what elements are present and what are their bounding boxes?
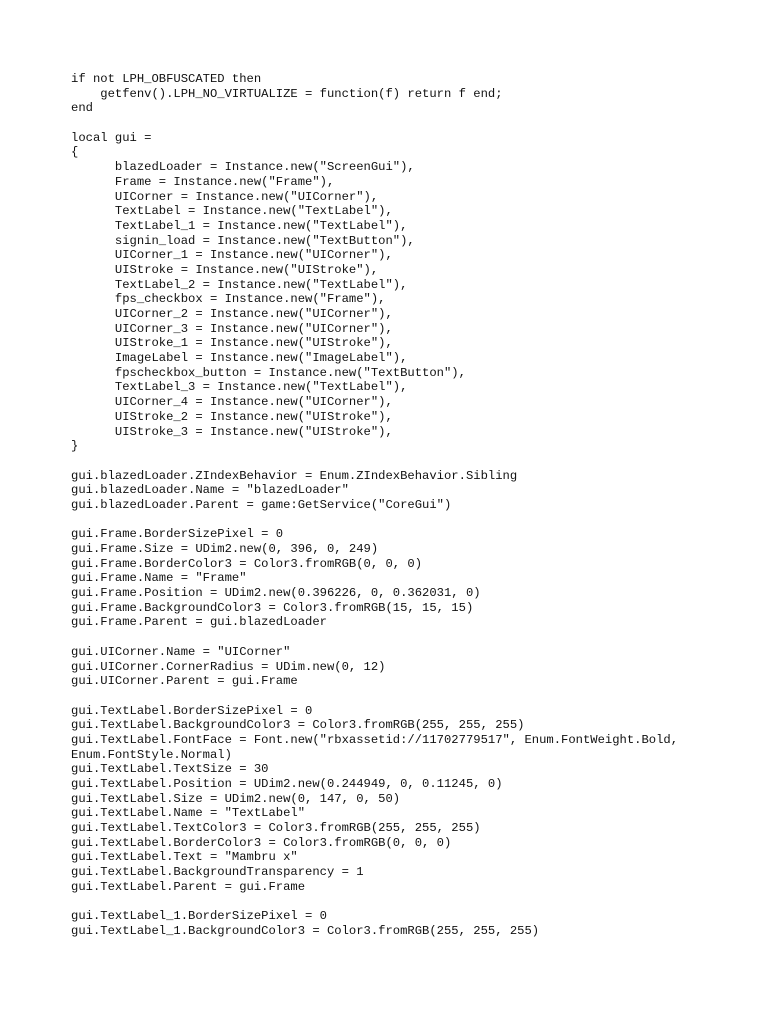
code-line: UIStroke_2 = Instance.new("UIStroke"), (71, 409, 393, 424)
code-line: gui.TextLabel_1.BorderSizePixel = 0 (71, 909, 327, 924)
code-line: gui.Frame.BackgroundColor3 = Color3.fromRGB(15, 15, 15) (71, 600, 474, 615)
code-line: UICorner_4 = Instance.new("UICorner"), (71, 395, 393, 410)
code-line: TextLabel = Instance.new("TextLabel"), (71, 204, 393, 219)
code-line: UIStroke = Instance.new("UIStroke"), (71, 262, 379, 277)
code-line: } (71, 439, 79, 454)
code-line: UICorner_3 = Instance.new("UICorner"), (71, 321, 393, 336)
code-line (71, 630, 751, 645)
code-line: TextLabel_2 = Instance.new("TextLabel"), (71, 277, 408, 292)
code-line: gui.TextLabel.Text = "Mambru x" (71, 850, 298, 865)
code-line: gui.TextLabel.BackgroundColor3 = Color3.fromRGB(255, 255, 255) (71, 718, 525, 733)
code-line: UICorner = Instance.new("UICorner"), (71, 189, 379, 204)
code-line (71, 116, 751, 131)
code-line: ImageLabel = Instance.new("ImageLabel"), (71, 351, 408, 366)
code-line: if not LPH_OBFUSCATED then (71, 72, 262, 86)
code-line (71, 513, 751, 528)
code-line: signin_load = Instance.new("TextButton"), (71, 233, 415, 248)
code-line: fps_checkbox = Instance.new("Frame"), (71, 292, 386, 307)
code-line: { (71, 145, 79, 160)
code-line: gui.UICorner.CornerRadius = UDim.new(0, 12) (71, 659, 386, 674)
code-line: end (71, 101, 93, 116)
code-line: gui.blazedLoader.ZIndexBehavior = Enum.ZIndexBehavior.Sibling (71, 468, 518, 483)
code-line: gui.TextLabel.TextColor3 = Color3.fromRGB(255, 255, 255) (71, 821, 481, 836)
code-line: UIStroke_1 = Instance.new("UIStroke"), (71, 336, 393, 351)
code-line: gui.blazedLoader.Name = "blazedLoader" (71, 483, 349, 498)
code-line: gui.TextLabel.BorderColor3 = Color3.fromRGB(0, 0, 0) (71, 835, 452, 850)
code-line: TextLabel_1 = Instance.new("TextLabel"), (71, 218, 408, 233)
code-line: fpscheckbox_button = Instance.new("TextButton"), (71, 365, 466, 380)
code-line: gui.Frame.Parent = gui.blazedLoader (71, 615, 327, 630)
code-line: TextLabel_3 = Instance.new("TextLabel"), (71, 380, 408, 395)
code-line: gui.Frame.Name = "Frame" (71, 571, 247, 586)
code-line: gui.Frame.Size = UDim2.new(0, 396, 0, 249) (71, 542, 379, 556)
code-line: gui.TextLabel.Parent = gui.Frame (71, 879, 306, 894)
code-line: UIStroke_3 = Instance.new("UIStroke"), (71, 424, 393, 439)
code-line: gui.TextLabel.BackgroundTransparency = 1 (71, 865, 364, 880)
code-line: gui.Frame.Position = UDim2.new(0.396226, 0, 0.362031, 0) (71, 586, 481, 601)
code-line: gui.Frame.BorderColor3 = Color3.fromRGB(0, 0, 0) (71, 556, 423, 571)
code-line: Frame = Instance.new("Frame"), (71, 174, 335, 189)
code-line: gui.TextLabel.FontFace = Font.new("rbxassetid://11702779517", Enum.FontWeight.Bold, (71, 732, 679, 747)
code-line: getfenv().LPH_NO_VIRTUALIZE = function(f) return f end; (71, 86, 503, 101)
code-line: gui.UICorner.Name = "UICorner" (71, 644, 291, 659)
code-line: UICorner_2 = Instance.new("UICorner"), (71, 307, 393, 321)
code-line: gui.Frame.BorderSizePixel = 0 (71, 527, 284, 542)
code-line: gui.TextLabel.BorderSizePixel = 0 (71, 703, 313, 718)
code-line: gui.TextLabel.Size = UDim2.new(0, 147, 0, 50) (71, 791, 401, 806)
code-line: blazedLoader = Instance.new("ScreenGui"), (71, 160, 415, 175)
code-document (71, 72, 751, 939)
code-line: local gui = (71, 130, 152, 145)
code-line (71, 895, 751, 910)
code-line: gui.TextLabel.Position = UDim2.new(0.244949, 0, 0.11245, 0) (71, 777, 503, 791)
code-line: gui.TextLabel_1.BackgroundColor3 = Color3.fromRGB(255, 255, 255) (71, 923, 540, 938)
code-line (71, 689, 751, 704)
code-line (71, 454, 751, 469)
code-line: UICorner_1 = Instance.new("UICorner"), (71, 248, 393, 263)
code-line: gui.UICorner.Parent = gui.Frame (71, 674, 298, 689)
code-line: gui.TextLabel.Name = "TextLabel" (71, 806, 306, 821)
code-line: gui.blazedLoader.Parent = game:GetService("CoreGui") (71, 497, 452, 512)
code-line: Enum.FontStyle.Normal) (71, 747, 232, 762)
code-line: gui.TextLabel.TextSize = 30 (71, 762, 269, 777)
